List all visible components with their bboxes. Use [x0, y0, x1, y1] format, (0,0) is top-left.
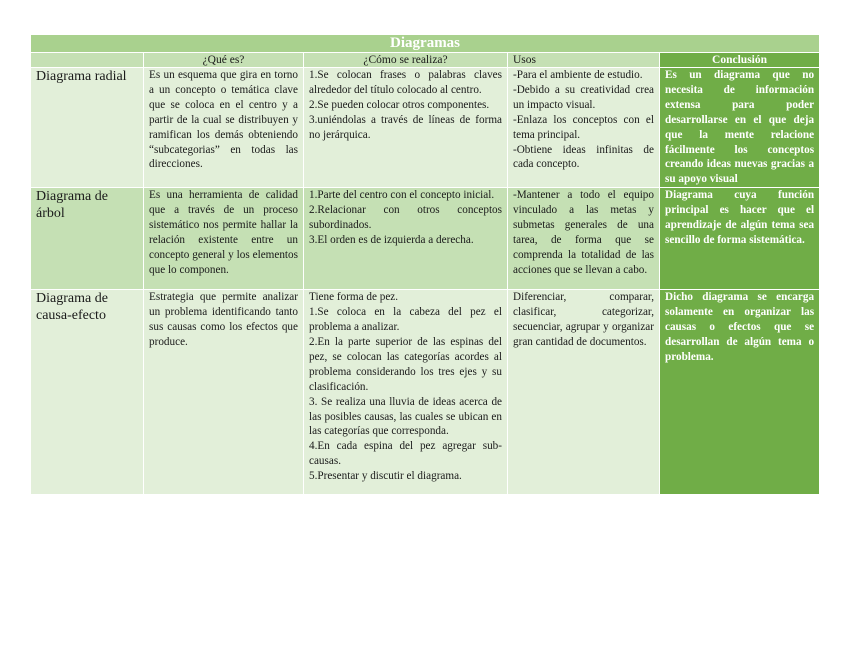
como-step: 5.Presentar y discutir el diagrama.: [309, 470, 462, 483]
uso-item: Diferenciar, comparar, clasificar, categorizar, secuenciar, agrupar y organizar gran cantidad de documentos.: [513, 291, 654, 348]
cell-que-es: Es una herramienta de calidad que a través de un proceso sistemático nos permite hallar la relación existente entre un concepto general y los elementos que lo componen.: [144, 188, 304, 290]
row-name: Diagrama de árbol: [31, 188, 144, 290]
diagramas-table: [30, 34, 820, 495]
uso-item: -Mantener a todo el equipo vinculado a las metas y submetas generales de una tarea, de forma que se comprenda la totalidad de las acciones que se llevan a cabo.: [513, 189, 654, 276]
header-empty: [31, 53, 144, 68]
como-step: 3.uniéndolas a través de líneas de forma no jerárquica.: [309, 113, 502, 141]
cell-como: [304, 68, 508, 188]
cell-que-es: Estrategia que permite analizar un problema identificando tanto sus causas como los efectos que produce.: [144, 290, 304, 495]
header-usos: Usos: [508, 53, 660, 68]
cell-como: [304, 290, 508, 495]
header-conclusion: Conclusión: [660, 53, 820, 68]
cell-conclusion: Es un diagrama que no necesita de información extensa para poder desarrollarse en el que deja que la mente relacione fácilmente los conceptos creando ideas nuevas gracias a su apoyo visual: [660, 68, 820, 188]
cell-usos: [508, 188, 660, 290]
cell-usos: [508, 290, 660, 495]
table-row-diagrama-causa-efecto: [31, 290, 820, 495]
como-step: 1.Se colocan frases o palabras claves alrededor del título colocado al centro.: [309, 69, 502, 96]
cell-usos: [508, 68, 660, 188]
uso-item: -Enlaza los conceptos con el tema principal.: [513, 113, 654, 141]
row-name: Diagrama radial: [31, 68, 144, 188]
header-que-es: ¿Qué es?: [144, 53, 304, 68]
como-step: 2.En la parte superior de las espinas del pez, se colocan las categorías acordes al problema considerando los tres ejes y su clasificación.: [309, 335, 502, 393]
como-step: 2.Relacionar con otros conceptos subordinados.: [309, 204, 502, 232]
como-step: 4.En cada espina del pez agregar sub-causas.: [309, 440, 502, 468]
header-row: [31, 53, 820, 68]
como-step: 3. Se realiza una lluvia de ideas acerca de las posibles causas, las cuales se ubican en las categorías que corresponda.: [309, 395, 502, 438]
table-title-row: [31, 35, 820, 53]
como-step: 3.El orden es de izquierda a derecha.: [309, 233, 474, 246]
cell-conclusion: Dicho diagrama se encarga solamente en organizar las causas o efectos que se desarrollan de algún tema o problema.: [660, 290, 820, 495]
como-step: Tiene forma de pez.: [309, 291, 399, 304]
table-row-diagrama-de-arbol: [31, 188, 820, 290]
cell-como: [304, 188, 508, 290]
cell-que-es: Es un esquema que gira en torno a un concepto o temática clave que se coloca en el centro y a partir de la cual se distribuyen y ramifican los demás obteniendo “subcategorias” en todas las direcciones.: [144, 68, 304, 188]
row-name: Diagrama de causa-efecto: [31, 290, 144, 495]
uso-item: -Debido a su creatividad crea un impacto visual.: [513, 83, 654, 111]
como-step: 2.Se pueden colocar otros componentes.: [309, 98, 490, 111]
uso-item: -Para el ambiente de estudio.: [513, 69, 643, 81]
table-title: Diagramas: [31, 35, 820, 53]
uso-item: -Obtiene ideas infinitas de cada concepto.: [513, 143, 654, 171]
header-como-se-realiza: ¿Cómo se realiza?: [304, 53, 508, 68]
table-row-diagrama-radial: [31, 68, 820, 188]
cell-conclusion: Diagrama cuya función principal es hacer que el aprendizaje de algún tema sea sencillo de forma sistemática.: [660, 188, 820, 290]
como-step: 1.Parte del centro con el concepto inicial.: [309, 189, 495, 202]
como-step: 1.Se coloca en la cabeza del pez el problema a analizar.: [309, 306, 502, 334]
